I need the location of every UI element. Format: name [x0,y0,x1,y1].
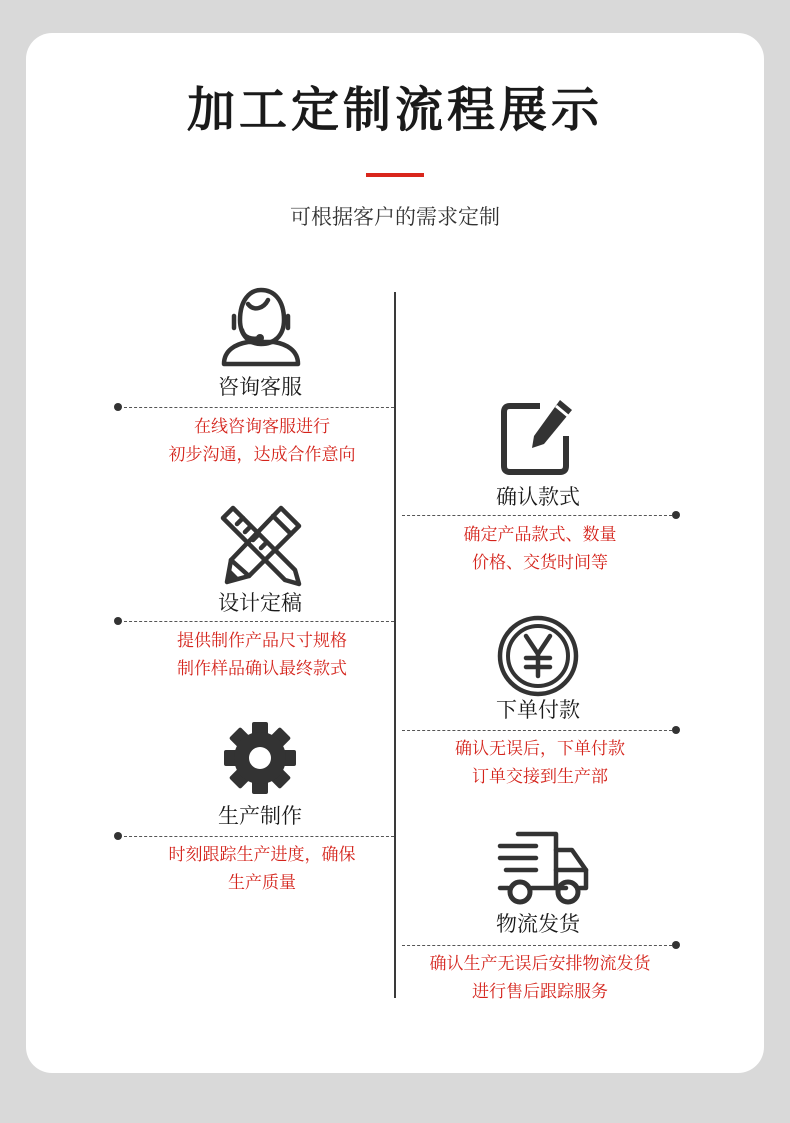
gear-icon [222,720,298,796]
ruler-pencil-icon [219,504,303,588]
step-description: 确定产品款式、数量 价格、交货时间等 [463,525,617,573]
page-title: 加工定制流程展示 [186,82,603,138]
timeline-connector [124,836,394,837]
step-description: 在线咨询客服进行 初步沟通，达成合作意向 [168,417,356,465]
timeline-dot [672,941,680,949]
delivery-truck-icon [496,830,590,910]
timeline-dot [672,511,680,519]
step-description: 提供制作产品尺寸规格 制作样品确认最终款式 [177,631,347,679]
step-description: 确认生产无误后安排物流发货 进行售后跟踪服务 [429,954,651,1002]
timeline-dot [672,726,680,734]
edit-note-icon [498,396,576,478]
step-title: 生产制作 [218,804,302,828]
step-description: 确认无误后，下单付款 订单交接到生产部 [455,739,625,787]
timeline-dot [114,403,122,411]
timeline-dot [114,617,122,625]
step-title: 物流发货 [496,912,580,936]
step-title: 咨询客服 [218,375,302,399]
yen-coin-icon [496,614,580,698]
title-accent-bar [366,173,424,177]
step-title: 确认款式 [496,485,580,509]
timeline-connector [402,730,672,731]
timeline-connector [402,515,672,516]
timeline-connector [124,621,394,622]
customer-service-icon [218,286,304,368]
step-title: 设计定稿 [218,591,302,615]
step-description: 时刻跟踪生产进度，确保 生产质量 [168,845,356,893]
page-subtitle: 可根据客户的需求定制 [290,205,500,229]
timeline-dot [114,832,122,840]
step-title: 下单付款 [496,698,580,722]
timeline-connector [402,945,672,946]
timeline-connector [124,407,394,408]
